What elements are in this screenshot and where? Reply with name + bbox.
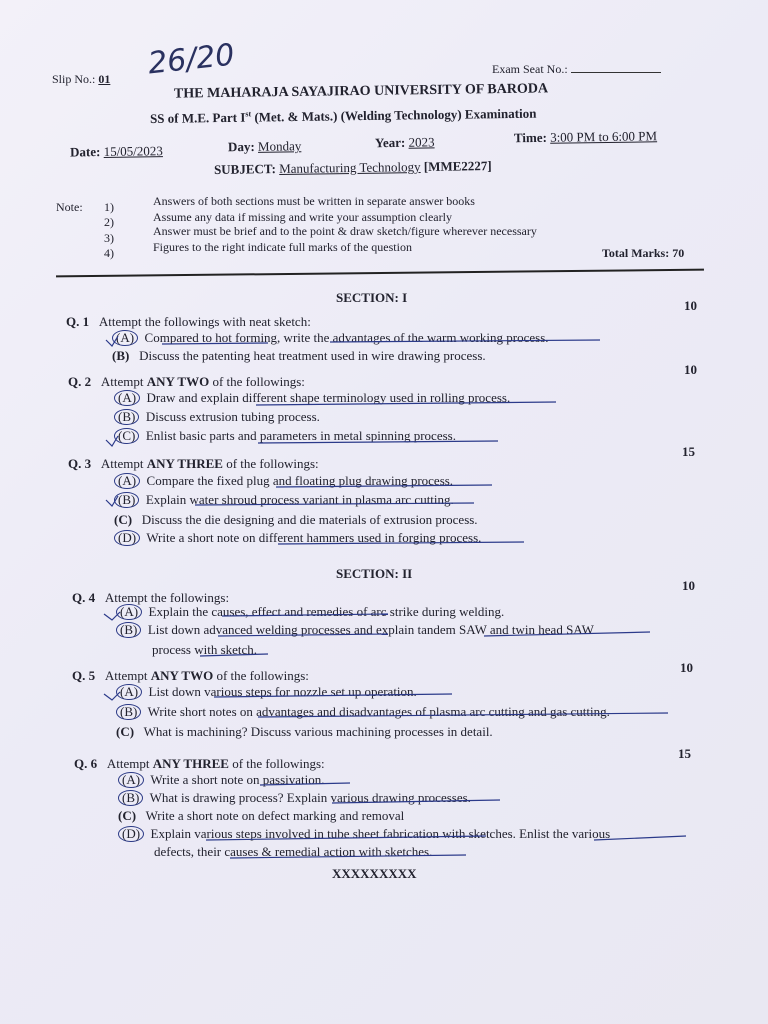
- subject-name: Manufacturing Technology: [279, 159, 421, 177]
- q2-part-a: (A) Draw and explain different shape terminology used in rolling process.: [114, 390, 510, 406]
- q3-part-a: (A) Compare the fixed plug and floating plug drawing process.: [114, 473, 453, 489]
- q5-heading: Q. 5 Attempt ANY TWO of the followings:: [72, 668, 309, 683]
- section-1-title: SECTION: I: [336, 290, 408, 305]
- q5-part-a: (A) List down various steps for nozzle set up operation.: [116, 684, 417, 700]
- q4-part-b: (B) List down advanced welding processes and explain tandem SAW and twin head SAW: [116, 622, 594, 638]
- note-number: 1): [104, 200, 114, 214]
- end-mark: XXXXXXXXX: [332, 866, 417, 881]
- subject-line: SUBJECT: Manufacturing Technology [MME2227]: [213, 158, 492, 177]
- section-2-title: SECTION: II: [336, 566, 413, 581]
- q4-part-a: (A) Explain the causes, effect and remedies of arc strike during welding.: [116, 604, 504, 620]
- q3-part-d: (D) Write a short note on different hammers used in forging process.: [114, 530, 481, 546]
- q6-heading: Q. 6 Attempt ANY THREE of the followings:: [74, 756, 325, 771]
- q4-part-b-cont: process with sketch.: [152, 642, 258, 657]
- q6-part-b: (B) What is drawing process? Explain various drawing processes.: [118, 790, 471, 806]
- q4-heading: Q. 4 Attempt the followings:: [72, 590, 230, 605]
- q3-part-c: (C) Discuss the die designing and die materials of extrusion process.: [114, 512, 478, 527]
- note-text: Figures to the right indicate full marks of the question: [153, 240, 412, 254]
- q1-part-b: (B) Discuss the patenting heat treatment used in wire drawing process.: [112, 348, 486, 363]
- note-number: 3): [104, 231, 114, 245]
- note-text: Answer must be brief and to the point & draw sketch/figure wherever necessary: [153, 224, 537, 238]
- time-value: 3:00 PM to 6:00 PM: [550, 128, 658, 145]
- year-value: 2023: [408, 134, 435, 150]
- slip-label: Slip No.:: [52, 72, 96, 86]
- q6-part-d: (D) Explain various steps involved in tube sheet fabrication with sketches. Enlist the various: [118, 826, 610, 842]
- q3-heading: Q. 3 Attempt ANY THREE of the followings:: [68, 456, 319, 471]
- q1-marks: 10: [684, 298, 697, 313]
- slip-value: 01: [98, 72, 111, 86]
- q1-part-a: (A) Compared to hot forming, write the advantages of the warm working process.: [112, 330, 549, 346]
- note-number: 4): [104, 246, 114, 260]
- q5-marks: 10: [680, 660, 693, 675]
- handwritten-score: 26/20: [146, 37, 237, 82]
- note-number: 2): [104, 215, 114, 229]
- day-value: Monday: [257, 138, 302, 154]
- q3-part-b: (B) Explain water shroud process variant in plasma arc cutting.: [114, 492, 454, 508]
- note-text: Assume any data if missing and write your assumption clearly: [153, 210, 452, 224]
- q4-marks: 10: [682, 578, 695, 593]
- q6-part-c: (C) Write a short note on defect marking and removal: [118, 808, 405, 823]
- subject-code: [MME2227]: [423, 158, 492, 175]
- date-value: 15/05/2023: [103, 143, 163, 159]
- year-label: Year:: [374, 134, 406, 151]
- q3-marks: 15: [682, 444, 695, 459]
- q6-part-d-cont: defects, their causes & remedial action with sketches.: [154, 844, 433, 859]
- total-marks: Total Marks: 70: [602, 246, 685, 260]
- seat-label: Exam Seat No.:: [492, 62, 568, 76]
- q6-marks: 15: [678, 746, 691, 761]
- q5-part-b: (B) Write short notes on advantages and disadvantages of plasma arc cutting and gas cutting.: [116, 704, 610, 720]
- university-name: THE MAHARAJA SAYAJIRAO UNIVERSITY OF BARODA: [173, 81, 549, 102]
- note-label: Note:: [56, 200, 83, 214]
- q5-part-c: (C) What is machining? Discuss various machining processes in detail.: [116, 724, 493, 739]
- note-text: Answers of both sections must be written in separate answer books: [153, 194, 475, 208]
- exam-title: SS of M.E. Part Ist (Met. & Mats.) (Welding Technology) Examination: [149, 105, 537, 127]
- time-label: Time:: [513, 129, 547, 146]
- q2-part-c: (C) Enlist basic parts and parameters in metal spinning process.: [114, 428, 456, 444]
- day-label: Day:: [227, 138, 255, 155]
- q1-heading: Q. 1 Attempt the followings with neat sketch:: [66, 314, 311, 329]
- q2-heading: Q. 2 Attempt ANY TWO of the followings:: [68, 374, 305, 389]
- q2-marks: 10: [684, 362, 697, 377]
- q2-part-b: (B) Discuss extrusion tubing process.: [114, 409, 320, 425]
- date-label: Date:: [69, 144, 101, 160]
- q6-part-a: (A) Write a short note on passivation.: [118, 772, 325, 788]
